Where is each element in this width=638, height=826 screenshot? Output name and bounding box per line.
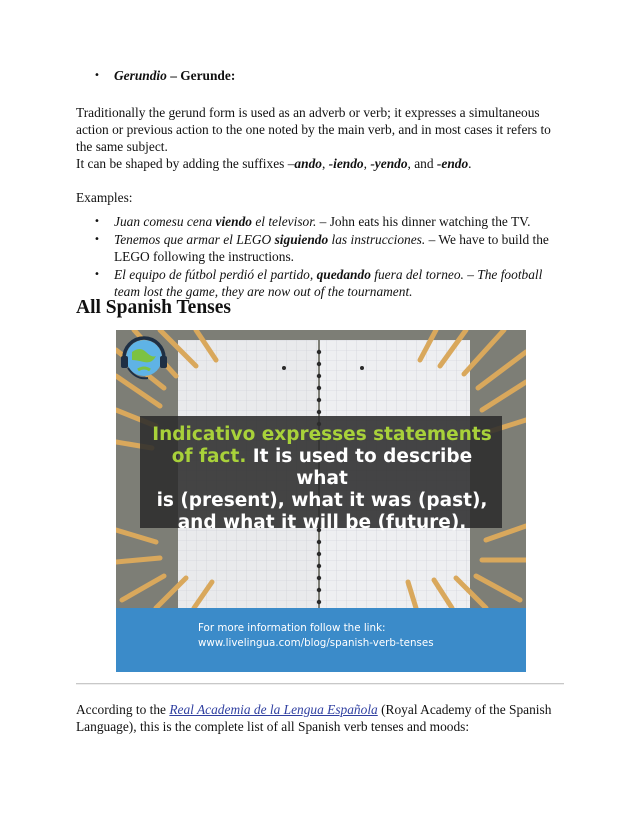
gerundio-bullet (76, 67, 566, 84)
gerundio-term: Gerundio (114, 68, 167, 83)
tenses-infographic (116, 330, 526, 672)
infographic-link-text: For more information follow the link: www.livelingua.com/blog/spanish-verb-tenses (198, 622, 434, 649)
example-item: • Tenemos que armar el LEGO siguiendo las instrucciones. – We have to build the LEGO following the instructions. (76, 231, 566, 265)
list-item: • Gerundio – Gerunde: (76, 67, 566, 84)
examples-list (76, 213, 566, 301)
suffixes-paragraph: It can be shaped by adding the suffixes –ando, -iendo, -yendo, and -endo. (76, 156, 472, 171)
horizontal-divider (76, 683, 564, 685)
examples-label: Examples: (76, 190, 133, 205)
rae-paragraph: According to the Real Academia de la Lengua Española (Royal Academy of the Spanish Language), this is the complete list of all Spanish verb tenses and moods: (76, 702, 552, 734)
gerund-description: Traditionally the gerund form is used as an adverb or verb; it expresses a simultaneous action or previous action to the one noted by the main verb, and in most cases it refers to the same subject. (76, 105, 551, 154)
example-item: • El equipo de fútbol perdió el partido, quedando fuera del torneo. – The football team lost the game, they are now out of the tournament. (76, 266, 566, 300)
gerundio-translation: Gerunde: (180, 68, 236, 83)
rae-link[interactable]: Real Academia de la Lengua Española (169, 702, 378, 717)
infographic-url: www.livelingua.com/blog/spanish-verb-tenses (198, 636, 434, 649)
example-item: • Juan comesu cena viendo el televisor. – John eats his dinner watching the TV. (76, 213, 566, 230)
globe-headset-icon (116, 330, 172, 384)
section-heading: All Spanish Tenses (76, 297, 232, 318)
infographic-statement: Indicativo expresses statements of fact. It is used to describe what is (present), what it was (past), and what it will be (future). (152, 424, 492, 533)
